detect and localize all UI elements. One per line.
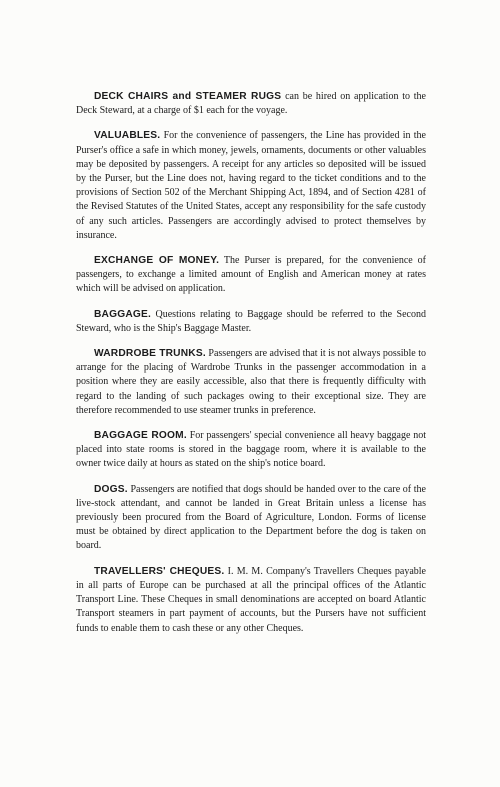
heading-baggage: BAGGAGE. [94,308,152,320]
heading-wardrobe-trunks: WARDROBE TRUNKS. [94,348,206,360]
paragraph-deck-chairs [76,90,426,118]
paragraph-exchange-of-money [76,254,426,297]
text-travellers-cheques: I. M. M. Company's Travellers Cheques payable in all parts of Europe can be purchased at all the principal offices of the Atlantic Transport Line. These Cheques in small denominations are accepted on board Atlantic Transport steamers in part payment of accounts, but the Pursers have not sufficient funds to enable them to cash these or any other Cheques. [76,565,426,634]
heading-valuables: VALUABLES. [94,130,161,142]
text-baggage: Questions relating to Baggage should be referred to the Second Steward, who is the Ship's Baggage Master. [76,308,426,334]
heading-deck-chairs: DECK CHAIRS and STEAMER RUGS [94,91,282,102]
text-exchange-of-money: The Purser is prepared, for the convenience of passengers, to exchange a limited amount of English and American money at rates which will be advised on application. [76,255,427,295]
text-deck-chairs: can be hired on application to the Deck Steward, at a charge of $1 each for the voyage. [76,91,426,117]
heading-travellers-cheques: TRAVELLERS' CHEQUES. [94,565,225,577]
text-baggage-room: For passengers' special convenience all heavy baggage not placed into state rooms is stored in the baggage room, where it is available to the owner twice daily at hours as stated on the ship's notice board. [76,430,426,470]
text-wardrobe-trunks: Passengers are advised that it is not always possible to arrange for the placing of Wardrobe Trunks in the passenger accommodation in a position where they are easily accessible, also that there is frequently difficulty with regard to the landing of such packages owing to their exceptional size. They are therefore recommended to use steamer trunks in preference. [76,348,426,416]
paragraph-baggage-room [76,429,426,472]
heading-baggage-room: BAGGAGE ROOM. [94,430,187,442]
paragraph-baggage [76,308,426,336]
paragraph-valuables [76,129,426,243]
heading-exchange-of-money: EXCHANGE OF MONEY. [94,255,220,267]
paragraph-wardrobe-trunks [76,347,426,418]
heading-dogs: DOGS. [94,483,128,495]
text-valuables: For the convenience of passengers, the Line has provided in the Purser's office a safe in which money, jewels, ornaments, documents or other valuables may be deposited by passengers. A receipt for any articles so deposited will be issued by the Purser, but the Line does not, having regard to the ticket conditions and to the provisions of Section 502 of the Merchant Shipping Act, 1894, and of Section 4281 of the Revised Statutes of the United States, accept any responsibility for the safe custody of any such articles. Passengers are accordingly advised to protect themselves by insurance. [76,130,426,241]
paragraph-travellers-cheques [76,565,426,636]
notice-body [76,90,426,644]
paragraph-dogs [76,483,426,554]
text-dogs: Passengers are notified that dogs should be handed over to the care of the live-stock attendant, and cannot be landed in Great Britain unless a license has previously been procured from the Board of Agriculture, London. Forms of license must be obtained by direct application to the Department before the dog is taken on board. [76,483,426,552]
